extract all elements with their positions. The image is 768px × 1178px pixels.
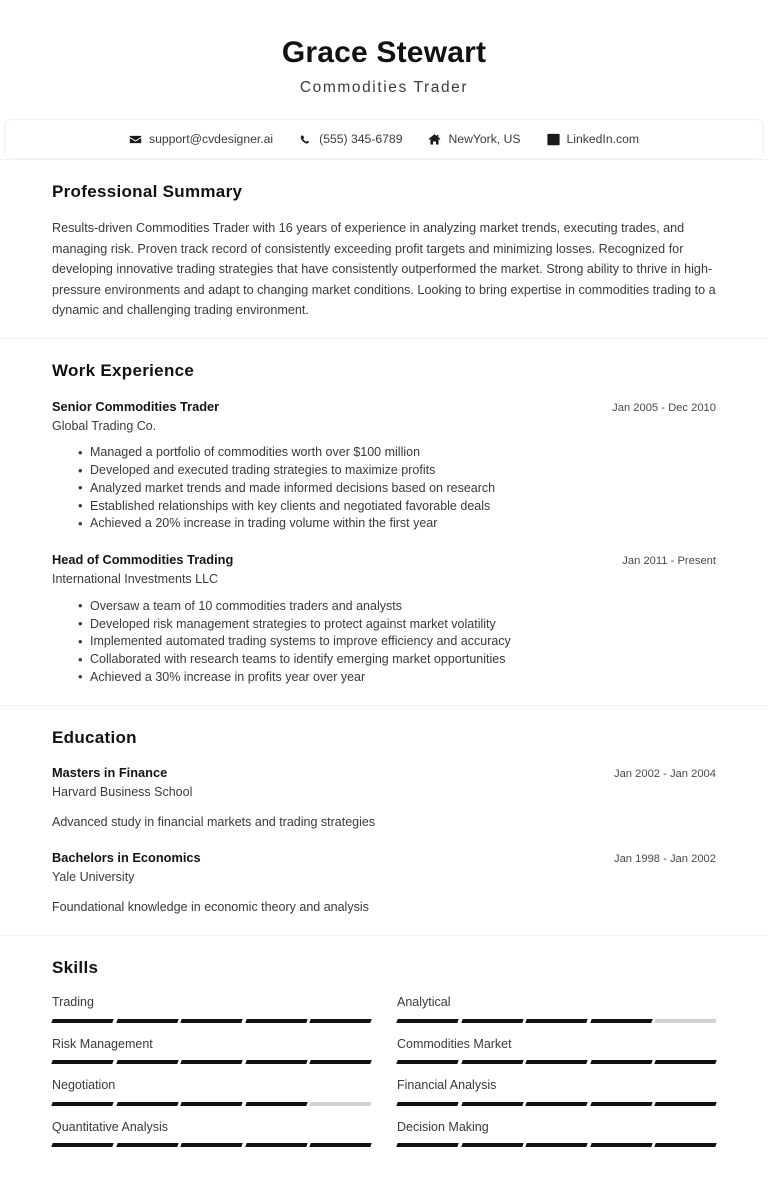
entry-date: Jan 2002 - Jan 2004 (613, 767, 716, 780)
skill-level-segment (590, 1102, 652, 1106)
skill-level-segment (310, 1102, 372, 1106)
skill-item (52, 1036, 371, 1078)
skill-level-segment (51, 1019, 113, 1023)
skill-level-bar (52, 1019, 371, 1023)
envelope-icon (129, 133, 142, 146)
skill-level-segment (245, 1102, 307, 1106)
contact-linkedin-label: LinkedIn.com (566, 132, 640, 147)
list-item: • Achieved a 20% increase in trading volume within the first year (78, 515, 716, 533)
skill-level-bar (52, 1060, 371, 1064)
skill-level-segment (655, 1019, 717, 1023)
skill-level-segment (590, 1143, 652, 1147)
skill-item (52, 994, 371, 1036)
skill-level-segment (310, 1143, 372, 1147)
skill-name: Analytical (397, 995, 451, 1010)
entry-description: Advanced study in financial markets and trading strategies (52, 814, 376, 829)
skill-level-segment (525, 1060, 587, 1064)
skill-level-segment (655, 1143, 717, 1147)
contact-email-label: support@cvdesigner.ai (148, 132, 274, 147)
list-item: • Implemented automated trading systems to improve efficiency and accuracy (78, 633, 716, 651)
education-entry (52, 764, 716, 831)
entry-header (52, 551, 716, 569)
education-entry (52, 849, 716, 916)
experience-entry (52, 551, 716, 686)
section-title-experience: Work Experience (52, 361, 195, 381)
skill-item (52, 1077, 371, 1119)
entry-organization: Global Trading Co. (52, 418, 157, 433)
section-professional-summary (0, 159, 768, 338)
skill-item (397, 1036, 716, 1078)
skill-name: Negotiation (52, 1078, 116, 1093)
skill-level-segment (590, 1019, 652, 1023)
entry-header (52, 764, 716, 782)
linkedin-icon (547, 133, 560, 146)
entry-header (52, 849, 716, 867)
skill-level-segment (310, 1019, 372, 1023)
list-item: • Oversaw a team of 10 commodities traders and analysts (78, 598, 716, 616)
skill-level-segment (461, 1060, 523, 1064)
skill-item (397, 1119, 716, 1161)
skill-level-segment (525, 1019, 587, 1023)
skill-level-segment (180, 1143, 242, 1147)
skill-level-segment (51, 1143, 113, 1147)
phone-icon (299, 133, 312, 146)
section-work-experience (0, 338, 768, 704)
contact-item-linkedin[interactable] (547, 132, 640, 146)
skill-level-segment (180, 1060, 242, 1064)
skill-name: Quantitative Analysis (52, 1119, 169, 1134)
section-title-summary: Professional Summary (52, 182, 243, 202)
skill-level-segment (396, 1102, 458, 1106)
skill-level-segment (396, 1060, 458, 1064)
entry-header (52, 398, 716, 416)
contact-item-location[interactable] (428, 132, 520, 146)
skill-level-segment (51, 1060, 113, 1064)
skill-level-segment (396, 1143, 458, 1147)
skill-level-bar (397, 1143, 716, 1147)
skill-level-segment (245, 1019, 307, 1023)
entry-degree: Masters in Finance (52, 764, 168, 780)
section-title-education: Education (52, 727, 137, 747)
skill-level-segment (461, 1019, 523, 1023)
entry-degree: Bachelors in Economics (52, 850, 201, 866)
skill-level-bar (52, 1143, 371, 1147)
entry-description: Foundational knowledge in economic theory and analysis (52, 899, 369, 914)
page-title: Grace Stewart (281, 36, 487, 69)
entry-role: Head of Commodities Trading (52, 552, 234, 568)
entry-school: Harvard Business School (52, 785, 193, 800)
contact-location-label: NewYork, US (448, 132, 521, 147)
skill-level-bar (397, 1019, 716, 1023)
experience-entry (52, 398, 716, 533)
list-item: • Managed a portfolio of commodities worth over $100 million (78, 444, 716, 462)
contact-item-email[interactable] (129, 132, 273, 146)
contact-bar (4, 119, 764, 159)
entry-role: Senior Commodities Trader (52, 398, 220, 414)
summary-text: Results-driven Commodities Trader with 16 years of experience in analyzing market trends, executing trades, and managing risk. Proven track record of consistently exceeding profit targets and minimizing losses. Recognized for developing innovative trading strategies that have consistently outperformed the market. Strong ability to thrive in high-pressure environments and adapt to changing market conditions. Looking to bring expertise in commodities trading to a dynamic and challenging trading environment. (52, 221, 716, 318)
entry-organization: International Investments LLC (52, 572, 219, 587)
skill-level-bar (397, 1102, 716, 1106)
skill-level-bar (397, 1060, 716, 1064)
job-title: Commodities Trader (299, 78, 469, 96)
skills-grid (52, 994, 716, 1160)
skill-item (397, 994, 716, 1036)
skill-level-segment (655, 1060, 717, 1064)
skill-item (397, 1077, 716, 1119)
skill-level-segment (525, 1102, 587, 1106)
entry-date: Jan 2011 - Present (622, 555, 716, 568)
skill-level-segment (180, 1019, 242, 1023)
entry-bullet-list (52, 444, 716, 533)
skill-level-segment (51, 1102, 113, 1106)
skill-level-segment (590, 1060, 652, 1064)
entry-school: Yale University (52, 870, 135, 885)
skill-level-segment (245, 1060, 307, 1064)
skill-name: Commodities Market (397, 1036, 512, 1051)
list-item: • Established relationships with key clients and negotiated favorable deals (78, 498, 716, 516)
home-icon (428, 133, 441, 146)
list-item: • Achieved a 30% increase in profits year over year (78, 669, 716, 687)
skill-item (52, 1119, 371, 1161)
skill-level-segment (310, 1060, 372, 1064)
section-skills (0, 935, 768, 1178)
skill-level-segment (116, 1102, 178, 1106)
skill-level-segment (655, 1102, 717, 1106)
list-item: • Developed and executed trading strategies to maximize profits (78, 462, 716, 480)
resume-header (0, 0, 768, 119)
skill-level-segment (245, 1143, 307, 1147)
entry-date: Jan 2005 - Dec 2010 (612, 401, 716, 414)
contact-phone-label: (555) 345-6789 (319, 132, 403, 147)
skill-name: Financial Analysis (397, 1078, 497, 1093)
contact-item-phone[interactable] (299, 132, 402, 146)
skill-level-segment (116, 1060, 178, 1064)
section-title-skills: Skills (52, 957, 99, 977)
entry-bullet-list (52, 598, 716, 687)
skill-level-bar (52, 1102, 371, 1106)
skill-level-segment (461, 1102, 523, 1106)
skill-level-segment (116, 1143, 178, 1147)
skill-level-segment (396, 1019, 458, 1023)
entry-date: Jan 1998 - Jan 2002 (613, 853, 716, 866)
section-education (0, 705, 768, 935)
skill-level-segment (461, 1143, 523, 1147)
list-item: • Developed risk management strategies to protect against market volatility (78, 616, 716, 634)
skill-name: Trading (52, 995, 94, 1010)
skill-level-segment (116, 1019, 178, 1023)
skill-level-segment (180, 1102, 242, 1106)
list-item: • Collaborated with research teams to identify emerging market opportunities (78, 651, 716, 669)
skill-name: Risk Management (52, 1036, 153, 1051)
skill-name: Decision Making (397, 1119, 489, 1134)
skill-level-segment (525, 1143, 587, 1147)
list-item: • Analyzed market trends and made informed decisions based on research (78, 480, 716, 498)
